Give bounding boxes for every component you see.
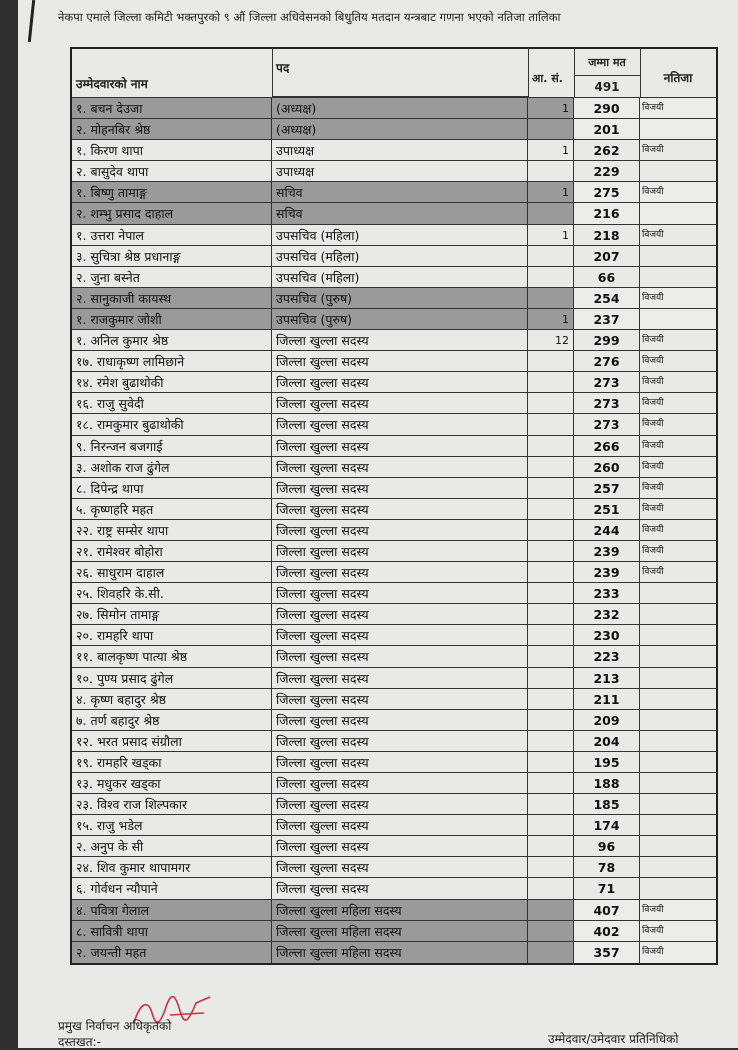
serial-number bbox=[528, 625, 574, 645]
vote-count: 185 bbox=[574, 794, 640, 814]
header-result: नतिजा bbox=[663, 71, 693, 85]
vote-count: 266 bbox=[574, 436, 640, 456]
candidate-name: १. अनिल कुमार श्रेष्ठ bbox=[72, 330, 272, 350]
result-status: विजयी bbox=[642, 356, 664, 367]
serial-number bbox=[528, 203, 574, 223]
table-row bbox=[72, 541, 716, 562]
post-name: जिल्ला खुल्ला सदस्य bbox=[272, 689, 528, 709]
post-name: जिल्ला खुल्ला सदस्य bbox=[272, 604, 528, 624]
candidate-name: १५. राजु भडेल bbox=[72, 815, 272, 835]
candidate-name: ३. सुचित्रा श्रेष्ठ प्रधानाङ्ग bbox=[72, 246, 272, 266]
table-row bbox=[72, 372, 716, 393]
vote-count: 66 bbox=[574, 267, 640, 287]
serial-number bbox=[528, 393, 574, 413]
candidate-name: २. मोहनबिर श्रेष्ठ bbox=[72, 119, 272, 139]
table-row bbox=[72, 604, 716, 625]
candidate-name: १. राजकुमार जोशी bbox=[72, 309, 272, 329]
post-name: जिल्ला खुल्ला सदस्य bbox=[272, 499, 528, 519]
result-status bbox=[640, 731, 716, 751]
table-row bbox=[72, 836, 716, 857]
post-name: (अध्यक्ष) bbox=[272, 119, 528, 139]
serial-number bbox=[528, 921, 574, 941]
header-candidate: उम्मेदवारको नाम bbox=[76, 77, 148, 91]
header-total-cell bbox=[574, 49, 641, 97]
result-status: विजयी bbox=[640, 900, 716, 920]
result-status: विजयी bbox=[640, 182, 716, 202]
post-name: जिल्ला खुल्ला सदस्य bbox=[272, 857, 528, 877]
table-row bbox=[72, 393, 716, 414]
serial-number bbox=[528, 119, 574, 139]
vote-count: 273 bbox=[574, 414, 640, 434]
post-name: जिल्ला खुल्ला सदस्य bbox=[272, 351, 528, 371]
candidate-name: १०. पुण्य प्रसाद ढुंगेल bbox=[72, 668, 272, 688]
serial-number bbox=[528, 583, 574, 603]
header-serial-cell bbox=[528, 49, 575, 97]
post-name: उपसचिव (पुरुष) bbox=[272, 288, 528, 308]
post-name: जिल्ला खुल्ला सदस्य bbox=[272, 393, 528, 413]
post-name: उपसचिव (महिला) bbox=[272, 246, 528, 266]
candidate-name: २२. राष्ट्र सम्सेर थापा bbox=[72, 520, 272, 540]
result-status bbox=[640, 119, 716, 139]
candidate-name: १८. रामकुमार बुढाथोकी bbox=[72, 414, 272, 434]
table-row bbox=[72, 414, 716, 435]
vote-count: 230 bbox=[574, 625, 640, 645]
candidate-name: २. जयन्ती महत bbox=[72, 942, 272, 963]
serial-number bbox=[528, 478, 574, 498]
result-status bbox=[640, 815, 716, 835]
post-name: जिल्ला खुल्ला सदस्य bbox=[272, 520, 528, 540]
vote-count: 239 bbox=[574, 541, 640, 561]
post-name: सचिव bbox=[272, 182, 528, 202]
candidate-name: ५. कृष्णहरि महत bbox=[72, 499, 272, 519]
post-name: उपसचिव (पुरुष) bbox=[272, 309, 528, 329]
vote-count: 232 bbox=[574, 604, 640, 624]
vote-count: 260 bbox=[574, 457, 640, 477]
serial-number bbox=[528, 161, 574, 181]
table-row bbox=[72, 520, 716, 541]
vote-count: 239 bbox=[574, 562, 640, 582]
result-status: विजयी bbox=[642, 461, 664, 472]
table-row bbox=[72, 625, 716, 646]
table-row bbox=[72, 752, 716, 773]
serial-number bbox=[528, 815, 574, 835]
table-row bbox=[72, 140, 716, 161]
serial-number bbox=[528, 414, 574, 434]
result-status: विजयी bbox=[642, 440, 664, 451]
table-row bbox=[72, 794, 716, 815]
post-name: जिल्ला खुल्ला सदस्य bbox=[272, 330, 528, 350]
result-status: विजयी bbox=[642, 545, 664, 556]
result-status bbox=[640, 161, 716, 181]
candidate-name: १. बिष्णु तामाङ्ग bbox=[72, 182, 272, 202]
result-status: विजयी bbox=[642, 377, 664, 388]
vote-count: 402 bbox=[574, 921, 640, 941]
table-row bbox=[72, 119, 716, 140]
table-row bbox=[72, 878, 716, 899]
serial-number: 12 bbox=[528, 330, 574, 350]
result-status bbox=[640, 878, 716, 898]
result-status: विजयी bbox=[640, 98, 716, 118]
vote-count: 188 bbox=[574, 773, 640, 793]
vote-count: 201 bbox=[574, 119, 640, 139]
table-row bbox=[72, 942, 716, 963]
vote-count: 204 bbox=[574, 731, 640, 751]
candidate-name: २५. शिवहरि के.सी. bbox=[72, 583, 272, 603]
serial-number bbox=[528, 267, 574, 287]
vote-count: 216 bbox=[574, 203, 640, 223]
table-row bbox=[72, 731, 716, 752]
table-row bbox=[72, 309, 716, 330]
result-status: विजयी bbox=[640, 942, 716, 963]
result-status: विजयी bbox=[640, 921, 716, 941]
result-status bbox=[640, 309, 716, 329]
serial-number: 1 bbox=[528, 98, 574, 118]
result-status bbox=[640, 604, 716, 624]
serial-number bbox=[528, 689, 574, 709]
vote-count: 257 bbox=[574, 478, 640, 498]
candidate-name: १९. रामहरि खड्का bbox=[72, 752, 272, 772]
serial-number bbox=[528, 457, 574, 477]
table-row bbox=[72, 857, 716, 878]
officer-label: प्रमुख निर्वाचन अधिकृतको bbox=[58, 1019, 172, 1033]
header-total: जम्मा मत bbox=[588, 56, 626, 69]
table-row bbox=[72, 436, 716, 457]
candidate-name: ६. गोर्वधन न्यौपाने bbox=[72, 878, 272, 898]
vote-count: 211 bbox=[574, 689, 640, 709]
vote-count: 275 bbox=[574, 182, 640, 202]
post-name: जिल्ला खुल्ला सदस्य bbox=[272, 710, 528, 730]
serial-number bbox=[528, 942, 574, 963]
candidate-name: ९. निरन्जन बजगाई bbox=[72, 436, 272, 456]
candidate-name: ११. बालकृष्ण पात्या श्रेष्ठ bbox=[72, 646, 272, 666]
table-row bbox=[72, 457, 716, 478]
candidate-name: ८. दिपेन्द्र थापा bbox=[72, 478, 272, 498]
table-row bbox=[72, 562, 716, 583]
table-row bbox=[72, 246, 716, 267]
vote-count: 273 bbox=[574, 393, 640, 413]
vote-count: 229 bbox=[574, 161, 640, 181]
candidate-name: २. जुना बस्नेत bbox=[72, 267, 272, 287]
serial-number: 1 bbox=[528, 182, 574, 202]
candidate-name: १४. रमेश बुढाथोकी bbox=[72, 372, 272, 392]
table-row bbox=[72, 815, 716, 836]
result-status bbox=[640, 246, 716, 266]
table-row bbox=[72, 288, 716, 309]
candidate-name: १. किरण थापा bbox=[72, 140, 272, 160]
result-status: विजयी bbox=[642, 398, 664, 409]
total-votes: 491 bbox=[574, 75, 640, 98]
serial-number bbox=[528, 900, 574, 920]
post-name: जिल्ला खुल्ला सदस्य bbox=[272, 668, 528, 688]
serial-number bbox=[528, 668, 574, 688]
table-row bbox=[72, 203, 716, 224]
result-status bbox=[640, 625, 716, 645]
document-title: नेकपा एमाले जिल्ला कमिटी भक्तपुरको ९ औं जिल्ला अधिवेसनको बिधुतिय मतदान यन्त्रबाट गणना भएको नतिजा तालिका bbox=[58, 10, 561, 24]
results-table bbox=[70, 47, 718, 965]
result-status: विजयी bbox=[642, 524, 664, 535]
table-row bbox=[72, 668, 716, 689]
table-header bbox=[72, 49, 716, 98]
candidate-name: १७. राधाकृष्ण लामिछाने bbox=[72, 351, 272, 371]
vote-count: 96 bbox=[574, 836, 640, 856]
serial-number bbox=[528, 499, 574, 519]
post-name: जिल्ला खुल्ला सदस्य bbox=[272, 794, 528, 814]
post-name: जिल्ला खुल्ला सदस्य bbox=[272, 372, 528, 392]
result-status: विजयी bbox=[642, 145, 664, 156]
result-status bbox=[640, 689, 716, 709]
candidate-name: ८. सावित्री थापा bbox=[72, 921, 272, 941]
table-row bbox=[72, 330, 716, 351]
header-post: पद bbox=[276, 61, 290, 75]
table-row bbox=[72, 225, 716, 246]
candidate-name: २०. रामहरि थापा bbox=[72, 625, 272, 645]
vote-count: 195 bbox=[574, 752, 640, 772]
officer-signature-label bbox=[58, 1018, 171, 1050]
serial-number bbox=[528, 541, 574, 561]
table-row bbox=[72, 773, 716, 794]
serial-number bbox=[528, 794, 574, 814]
vote-count: 262 bbox=[574, 140, 640, 160]
vote-count: 357 bbox=[574, 942, 640, 963]
vote-count: 273 bbox=[574, 372, 640, 392]
post-name: जिल्ला खुल्ला सदस्य bbox=[272, 436, 528, 456]
post-name: जिल्ला खुल्ला महिला सदस्य bbox=[272, 921, 528, 941]
serial-number bbox=[528, 752, 574, 772]
serial-number bbox=[528, 836, 574, 856]
post-name: (अध्यक्ष) bbox=[272, 98, 528, 118]
vote-count: 299 bbox=[574, 330, 640, 350]
result-status: विजयी bbox=[642, 503, 664, 514]
serial-number bbox=[528, 773, 574, 793]
header-post-cell bbox=[272, 49, 529, 97]
post-name: जिल्ला खुल्ला सदस्य bbox=[272, 731, 528, 751]
candidate-name: ३. अशोक राज ढुंगेल bbox=[72, 457, 272, 477]
serial-number bbox=[528, 372, 574, 392]
post-name: जिल्ला खुल्ला सदस्य bbox=[272, 478, 528, 498]
candidate-name: १६. राजु सुवेदी bbox=[72, 393, 272, 413]
result-status: विजयी bbox=[642, 335, 664, 346]
post-name: जिल्ला खुल्ला सदस्य bbox=[272, 752, 528, 772]
signature-label: दस्तखत:- bbox=[58, 1035, 101, 1049]
vote-count: 237 bbox=[574, 309, 640, 329]
serial-number bbox=[528, 520, 574, 540]
table-row bbox=[72, 161, 716, 182]
candidate-name: ७. तर्ण बहादुर श्रेष्ठ bbox=[72, 710, 272, 730]
table-row bbox=[72, 499, 716, 520]
candidate-name: १. उत्तरा नेपाल bbox=[72, 225, 272, 245]
vote-count: 223 bbox=[574, 646, 640, 666]
vote-count: 207 bbox=[574, 246, 640, 266]
result-status bbox=[640, 583, 716, 603]
vote-count: 233 bbox=[574, 583, 640, 603]
vote-count: 174 bbox=[574, 815, 640, 835]
table-row bbox=[72, 689, 716, 710]
post-name: उपसचिव (महिला) bbox=[272, 225, 528, 245]
candidate-name: २४. शिव कुमार थापामगर bbox=[72, 857, 272, 877]
vote-count: 276 bbox=[574, 351, 640, 371]
table-row bbox=[72, 351, 716, 372]
header-divider bbox=[272, 96, 528, 97]
serial-number: 1 bbox=[528, 309, 574, 329]
post-name: जिल्ला खुल्ला महिला सदस्य bbox=[272, 942, 528, 963]
table-row bbox=[72, 921, 716, 942]
result-status bbox=[640, 203, 716, 223]
table-row bbox=[72, 182, 716, 203]
candidate-name: १३. मधुकर खड्का bbox=[72, 773, 272, 793]
post-name: जिल्ला खुल्ला महिला सदस्य bbox=[272, 900, 528, 920]
serial-number: 1 bbox=[528, 225, 574, 245]
serial-number bbox=[528, 878, 574, 898]
post-name: जिल्ला खुल्ला सदस्य bbox=[272, 773, 528, 793]
candidate-name: २१. रामेश्वर बोहोरा bbox=[72, 541, 272, 561]
table-body bbox=[72, 98, 716, 963]
result-status bbox=[640, 267, 716, 287]
result-status bbox=[640, 857, 716, 877]
result-status bbox=[640, 752, 716, 772]
candidate-name: ४. पवित्रा गेलाल bbox=[72, 900, 272, 920]
result-status: विजयी bbox=[642, 229, 664, 240]
post-name: सचिव bbox=[272, 203, 528, 223]
post-name: उपाध्यक्ष bbox=[272, 140, 528, 160]
post-name: उपाध्यक्ष bbox=[272, 161, 528, 181]
candidate-name: २७. सिमोन तामाङ्ग bbox=[72, 604, 272, 624]
result-status bbox=[640, 646, 716, 666]
vote-count: 213 bbox=[574, 668, 640, 688]
result-status: विजयी bbox=[640, 288, 716, 308]
post-name: जिल्ला खुल्ला सदस्य bbox=[272, 815, 528, 835]
vote-count: 407 bbox=[574, 900, 640, 920]
post-name: जिल्ला खुल्ला सदस्य bbox=[272, 583, 528, 603]
vote-count: 290 bbox=[574, 98, 640, 118]
vote-count: 254 bbox=[574, 288, 640, 308]
vote-count: 78 bbox=[574, 857, 640, 877]
serial-number bbox=[528, 604, 574, 624]
post-name: उपसचिव (महिला) bbox=[272, 267, 528, 287]
serial-number bbox=[528, 731, 574, 751]
table-row bbox=[72, 646, 716, 667]
table-row bbox=[72, 267, 716, 288]
serial-number bbox=[528, 246, 574, 266]
header-candidate-cell bbox=[72, 49, 273, 97]
header-result-cell bbox=[640, 49, 716, 97]
result-status: विजयी bbox=[642, 567, 664, 578]
candidate-representative-label: उम्मेदवार/उमेदवार प्रतिनिधिको bbox=[548, 1032, 679, 1046]
vote-count: 71 bbox=[574, 878, 640, 898]
result-status bbox=[640, 794, 716, 814]
serial-number bbox=[528, 351, 574, 371]
candidate-name: २. अनुप के सी bbox=[72, 836, 272, 856]
vote-count: 244 bbox=[574, 520, 640, 540]
candidate-name: ४. कृष्ण बहादुर श्रेष्ठ bbox=[72, 689, 272, 709]
post-name: जिल्ला खुल्ला सदस्य bbox=[272, 414, 528, 434]
serial-number bbox=[528, 857, 574, 877]
post-name: जिल्ला खुल्ला सदस्य bbox=[272, 836, 528, 856]
post-name: जिल्ला खुल्ला सदस्य bbox=[272, 646, 528, 666]
result-status bbox=[640, 668, 716, 688]
candidate-name: २३. विश्व राज शिल्पकार bbox=[72, 794, 272, 814]
result-status bbox=[640, 773, 716, 793]
serial-number bbox=[528, 710, 574, 730]
table-row bbox=[72, 478, 716, 499]
table-row bbox=[72, 710, 716, 731]
candidate-name: २. सानुकाजी कायस्थ bbox=[72, 288, 272, 308]
serial-number: 1 bbox=[528, 140, 574, 160]
result-status bbox=[640, 836, 716, 856]
candidate-name: २. शम्भु प्रसाद दाहाल bbox=[72, 203, 272, 223]
candidate-name: १. बचन देउजा bbox=[72, 98, 272, 118]
header-serial: आ. सं. bbox=[532, 72, 563, 85]
table-row bbox=[72, 900, 716, 921]
vote-count: 209 bbox=[574, 710, 640, 730]
post-name: जिल्ला खुल्ला सदस्य bbox=[272, 562, 528, 582]
table-row bbox=[72, 583, 716, 604]
candidate-name: २. बासुदेव थापा bbox=[72, 161, 272, 181]
post-name: जिल्ला खुल्ला सदस्य bbox=[272, 878, 528, 898]
result-status bbox=[640, 710, 716, 730]
candidate-name: १२. भरत प्रसाद संग्रौला bbox=[72, 731, 272, 751]
post-name: जिल्ला खुल्ला सदस्य bbox=[272, 457, 528, 477]
result-status: विजयी bbox=[642, 419, 664, 430]
serial-number bbox=[528, 436, 574, 456]
result-status: विजयी bbox=[642, 482, 664, 493]
post-name: जिल्ला खुल्ला सदस्य bbox=[272, 541, 528, 561]
post-name: जिल्ला खुल्ला सदस्य bbox=[272, 625, 528, 645]
serial-number bbox=[528, 288, 574, 308]
vote-count: 218 bbox=[574, 225, 640, 245]
vote-count: 251 bbox=[574, 499, 640, 519]
serial-number bbox=[528, 646, 574, 666]
table-row bbox=[72, 98, 716, 119]
candidate-name: २६. साधुराम दाहाल bbox=[72, 562, 272, 582]
serial-number bbox=[528, 562, 574, 582]
